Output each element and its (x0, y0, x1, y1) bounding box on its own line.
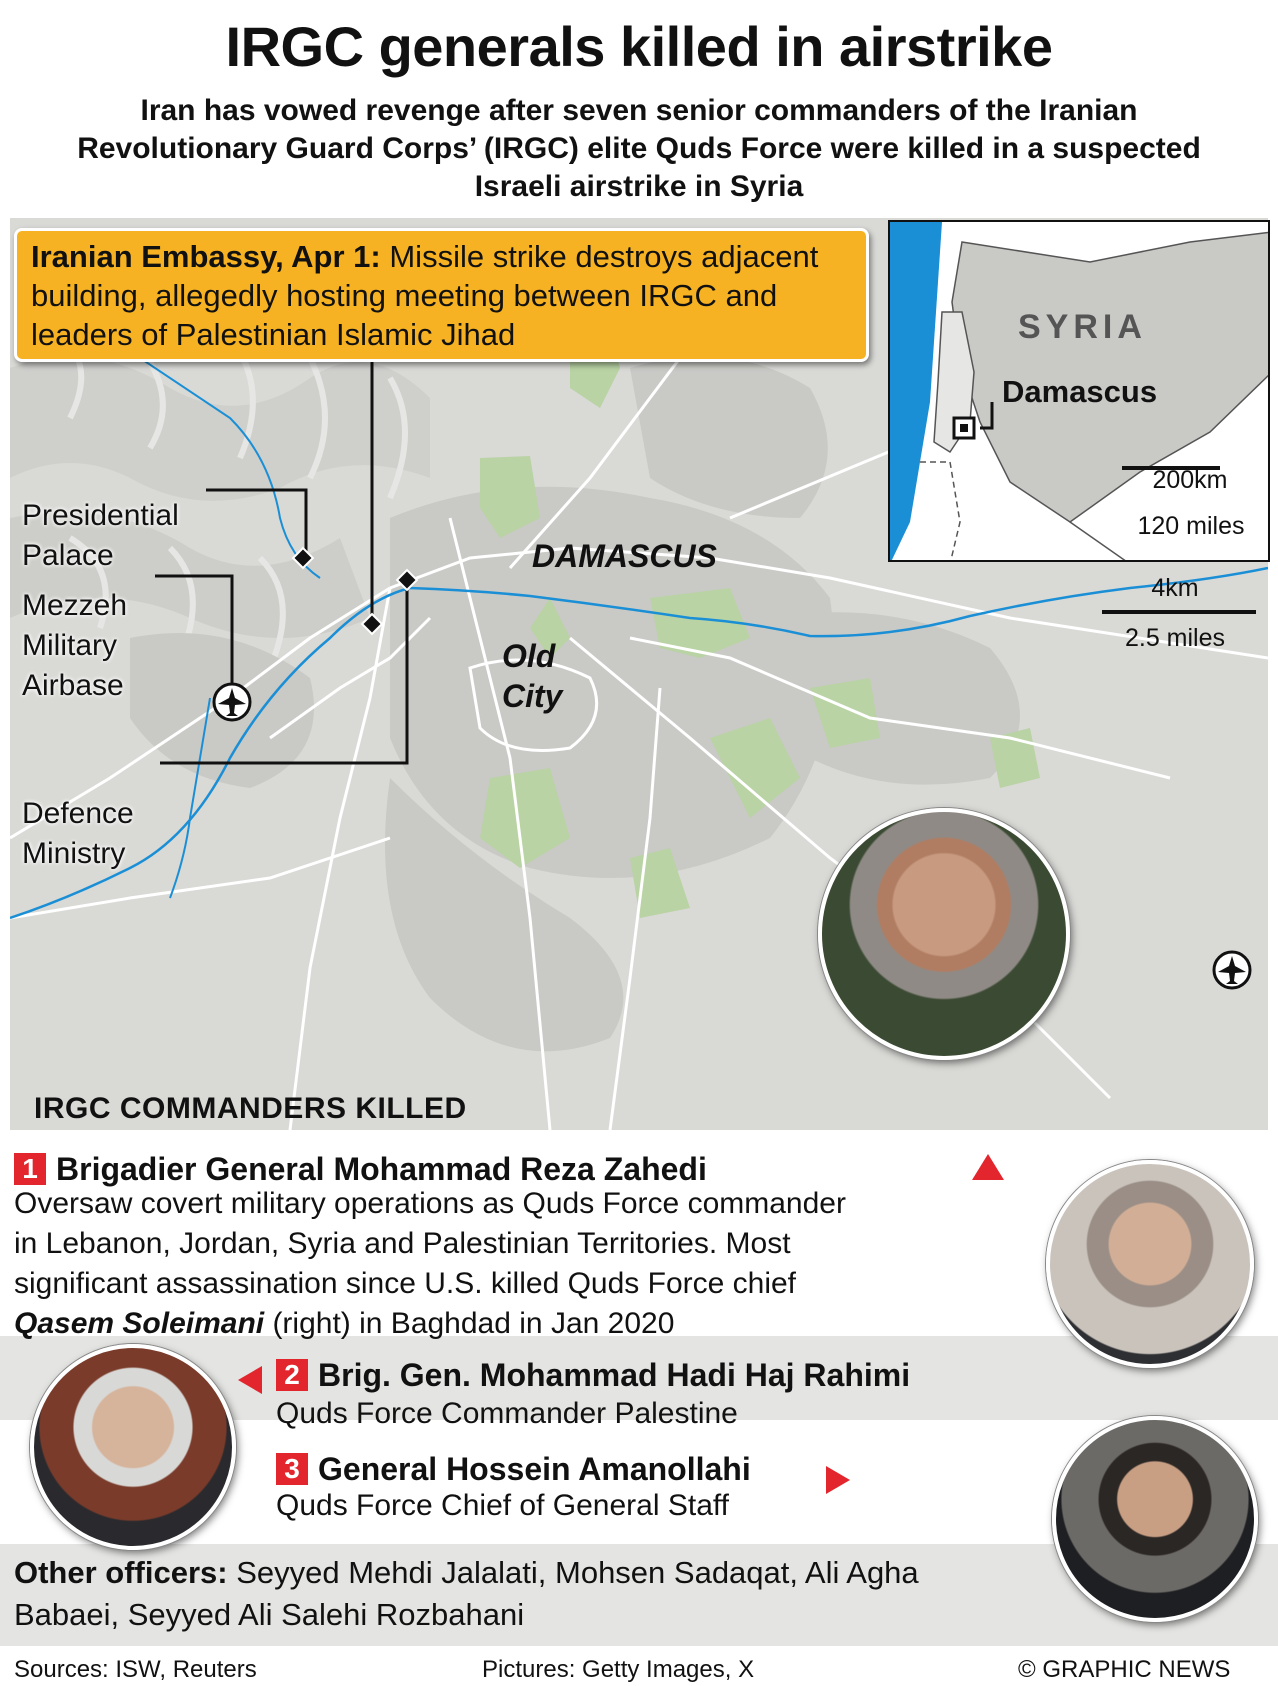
pointer-right-icon (826, 1466, 850, 1494)
footer-credit: © GRAPHIC NEWS (1018, 1656, 1231, 1683)
desc-line: in Lebanon, Jordan, Syria and Palestinian Territories. Most (14, 1227, 791, 1260)
callout-text: Missile strike destroys adjacent building, allegedly hosting meeting between IRGC and leaders of Palestinian Islamic Jihad (31, 239, 819, 352)
desc-line: Oversaw covert military operations as Quds Force commander (14, 1187, 846, 1220)
label-line: Ministry (22, 837, 126, 870)
commander-3-description: Quds Force Chief of General Staff (276, 1489, 730, 1522)
desc-line-rest: (right) in Baghdad in Jan 2020 (264, 1307, 675, 1340)
label-line: Defence (22, 797, 134, 830)
other-officers-names: Seyyed Mehdi Jalalati, Mohsen Sadaqat, Ali Agha Babaei, Seyyed Ali Salehi Rozbahani (14, 1555, 919, 1632)
commander-1-description (14, 1184, 1034, 1344)
number-badge: 1 (14, 1153, 46, 1185)
label-line: Presidential (22, 499, 179, 532)
commander-3-name (276, 1446, 751, 1489)
map-scale-miles: 2.5 miles (1124, 624, 1226, 652)
label-line: Military (22, 629, 117, 662)
label-defence-ministry (22, 794, 134, 874)
callout-heading: Iranian Embassy, Apr 1: (31, 239, 381, 274)
other-officers-label: Other officers: (14, 1555, 228, 1590)
commander-name-text: Brigadier General Mohammad Reza Zahedi (56, 1150, 707, 1187)
label-presidential-palace (22, 496, 179, 576)
pointer-left-icon (238, 1366, 262, 1394)
commander-name-text: General Hossein Amanollahi (318, 1450, 751, 1487)
soleimani-portrait (1046, 1160, 1254, 1368)
label-old-city (502, 636, 562, 716)
footer-sources: Sources: ISW, Reuters (14, 1656, 257, 1683)
pointer-up-icon (972, 1154, 1004, 1180)
amanollahi-portrait (1052, 1416, 1258, 1622)
map-scale-km: 4km (1151, 574, 1199, 602)
commander-2-name (276, 1352, 910, 1395)
airbase-icon (214, 684, 250, 720)
commander-1-name (14, 1146, 707, 1189)
commander-name-text: Brig. Gen. Mohammad Hadi Haj Rahimi (318, 1356, 911, 1393)
inset-label-syria: SYRIA (1018, 308, 1147, 346)
label-line: City (502, 678, 563, 714)
damascus-marker-inner (960, 424, 968, 432)
inset-label-damascus: Damascus (1002, 374, 1158, 409)
inset-scale-km: 200km (1152, 466, 1228, 494)
page-title: IRGC generals killed in airstrike (225, 15, 1053, 78)
airport-icon (1214, 952, 1250, 988)
commander-2-description: Quds Force Commander Palestine (276, 1397, 738, 1430)
label-damascus: DAMASCUS (532, 538, 717, 574)
label-line: Old (502, 638, 556, 674)
label-line: Airbase (22, 669, 124, 702)
inset-scale-miles: 120 miles (1137, 512, 1245, 540)
label-mezzeh-airbase (22, 586, 127, 706)
embassy-callout (14, 228, 869, 362)
label-line: Mezzeh (22, 589, 128, 622)
label-line: Palace (22, 539, 114, 572)
soleimani-name: Qasem Soleimani (14, 1307, 265, 1340)
desc-line: significant assassination since U.S. killed Quds Force chief (14, 1267, 797, 1300)
commanders-heading: IRGC COMMANDERS KILLED (34, 1092, 467, 1125)
page-subtitle: Iran has vowed revenge after seven senior commanders of the Iranian Revolutionary Guard Corps’ (IRGC) elite Quds Force were killed in a suspected Israeli airstrike in Syria (77, 94, 1201, 203)
number-badge: 2 (276, 1359, 308, 1391)
rahimi-portrait (30, 1344, 236, 1550)
footer-pictures: Pictures: Getty Images, X (482, 1656, 755, 1683)
other-officers (14, 1552, 1014, 1636)
zahedi-portrait (818, 808, 1070, 1060)
number-badge: 3 (276, 1453, 308, 1485)
desc-line (14, 1304, 1034, 1344)
